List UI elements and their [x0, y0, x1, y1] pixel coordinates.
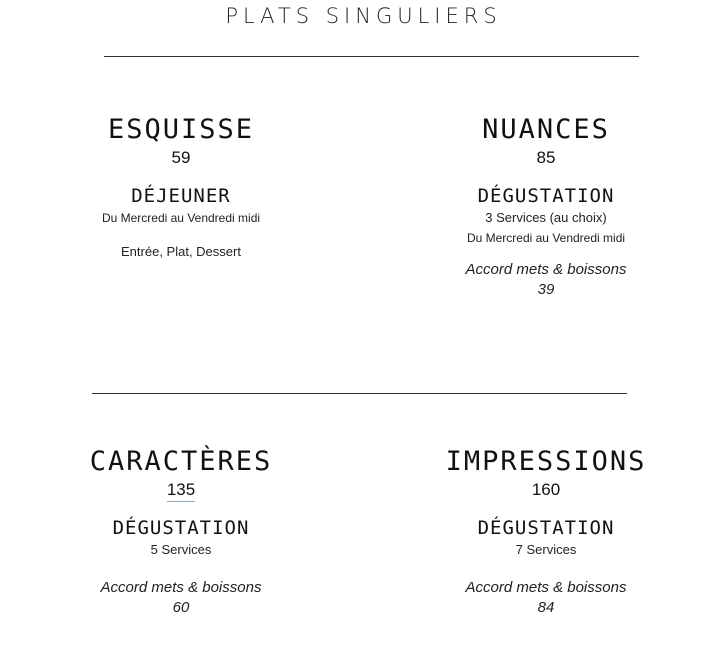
menu-price: 59: [171, 148, 191, 167]
menu-subtitle: DÉGUSTATION: [477, 517, 615, 539]
menu-name: ESQUISSE: [107, 114, 255, 145]
menu-price: 85: [536, 148, 556, 167]
pairing-price: 60: [172, 599, 190, 616]
menu-subtitle: DÉJEUNER: [131, 185, 231, 207]
menu-subtitle: DÉGUSTATION: [112, 517, 250, 539]
menu-name: CARACTÈRES: [89, 446, 273, 477]
page-title: PLATS SINGULIERS: [225, 4, 502, 28]
menu-card-impressions: [386, 446, 706, 618]
menu-name: IMPRESSIONS: [445, 446, 647, 477]
pairing-label: Accord mets & boissons: [465, 579, 627, 596]
menu-courses: 7 Services: [515, 542, 577, 557]
divider-middle: [92, 393, 627, 394]
menu-price: 160: [531, 480, 561, 499]
menu-courses: 5 Services: [150, 542, 212, 557]
menu-card-nuances: [386, 114, 706, 300]
pairing-label: Accord mets & boissons: [100, 579, 262, 596]
menu-card-caracteres: [21, 446, 341, 618]
menu-price: 135: [167, 480, 195, 502]
menu-schedule: Du Mercredi au Vendredi midi: [101, 211, 261, 225]
menu-name: NUANCES: [482, 114, 610, 145]
pairing-label: Accord mets & boissons: [465, 261, 627, 278]
menu-courses: Entrée, Plat, Dessert: [121, 244, 241, 259]
menu-card-esquisse: [21, 114, 341, 262]
menu-courses: 3 Services (au choix): [485, 210, 607, 225]
divider-top: [104, 56, 639, 57]
menu-subtitle: DÉGUSTATION: [477, 185, 615, 207]
menu-price-wrapper: [21, 480, 341, 500]
menu-schedule: Du Mercredi au Vendredi midi: [466, 231, 626, 245]
pairing-price: 84: [537, 599, 555, 616]
pairing-price: 39: [537, 281, 555, 298]
